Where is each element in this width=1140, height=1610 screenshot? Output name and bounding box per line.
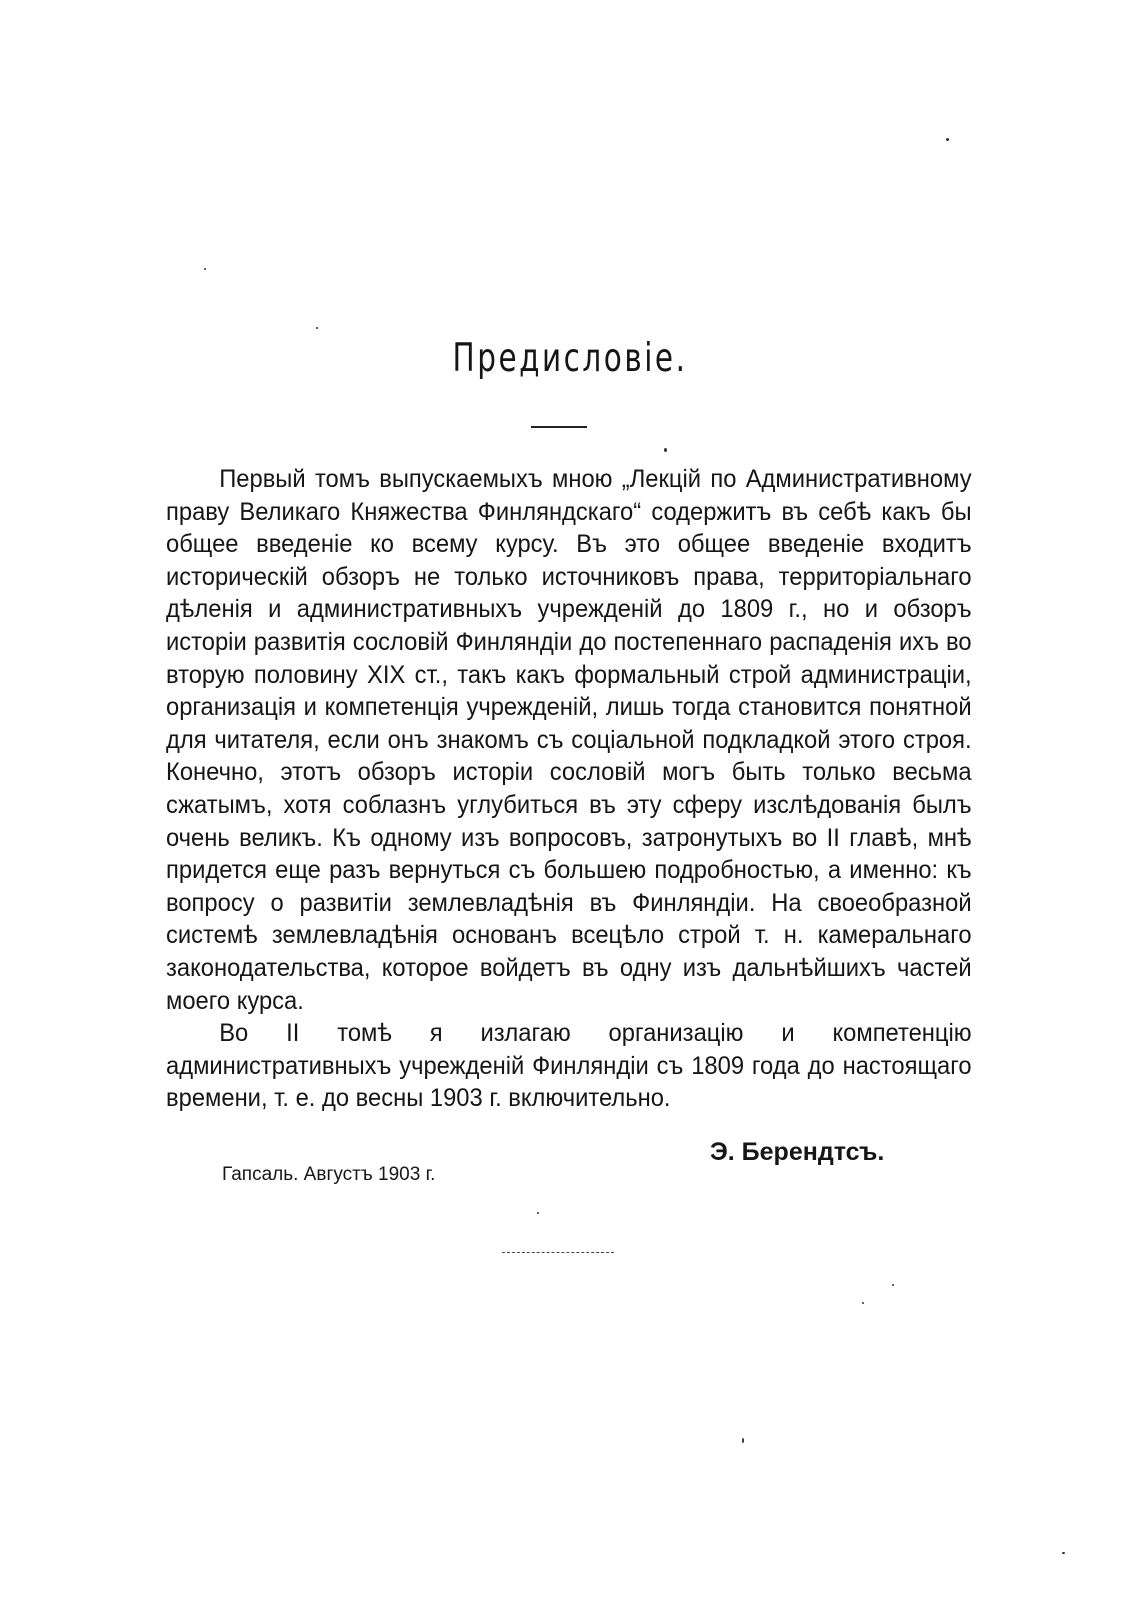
scan-speck [1062,1552,1065,1554]
scan-speck [862,1302,864,1304]
scan-speck [742,1438,744,1443]
title-divider [531,426,587,428]
closing-divider [502,1252,614,1253]
scan-speck [664,448,667,452]
preface-body [166,463,972,1115]
scan-speck [537,1212,539,1214]
scan-speck [946,138,949,141]
paragraph-1: Первый томъ выпускаемыхъ мною „Лекцій по Административному праву Великаго Княжества Финляндскаго“ содержитъ въ себѣ какъ бы общее введеніе ко всему курсу. Въ это общее введеніе входитъ историческій обзоръ не только источниковъ права, территоріальнаго дѣленія и административныхъ учрежденій до 1809 г., но и обзоръ исторіи развитія сословій Финляндіи до постепеннаго распаденія ихъ во вторую половину XIX ст., такъ какъ формальный строй администраціи, организація и компетенція учрежденій, лишь тогда становится понятной для читателя, если онъ знакомъ съ соціальной подкладкой этого строя. Конечно, этотъ обзоръ исторіи сословій могъ быть только весьма сжатымъ, хотя соблазнъ углубиться въ эту сферу изслѣдованія былъ очень великъ. Къ одному изъ вопросовъ, затронутыхъ во II главѣ, мнѣ придется еще разъ вернуться съ большею подробностью, а именно: къ вопросу о развитіи землевладѣнія въ Финляндіи. На своеобразной системѣ землевладѣнія основанъ всецѣло строй т. н. камеральнаго законодательства, которое войдетъ въ одну изъ дальнѣйшихъ частей моего курса. [166,465,972,1015]
scan-speck [204,268,206,270]
paragraph-2: Во II томѣ я излагаю организацію и компетенцію административныхъ учрежденій Финляндіи съ 1809 года до настоящаго времени, т. е. до весны 1903 г. включительно. [166,1019,972,1113]
page-title: Предисловіе. [452,336,688,381]
place-date: Гапсаль. Августъ 1903 г. [222,1164,436,1185]
scan-speck [316,327,318,329]
scan-speck [892,1284,894,1286]
author-signature: Э. Берендтсъ. [710,1138,885,1166]
